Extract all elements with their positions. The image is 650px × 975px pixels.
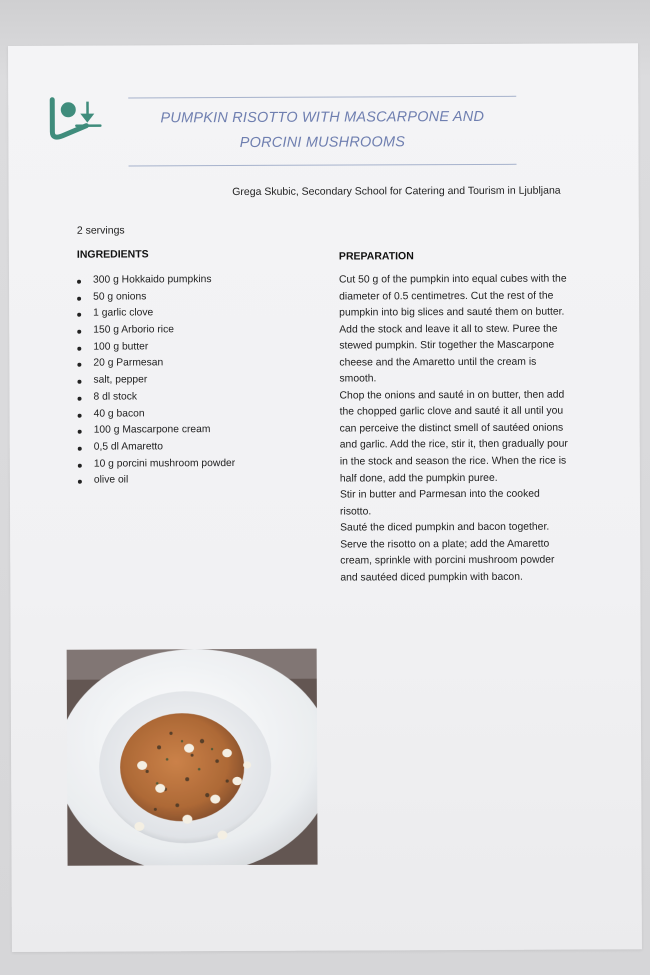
author-line: Grega Skubic, Secondary School for Catering and Tourism in Ljubljana <box>232 184 561 199</box>
ingredient-item: 20 g Parmesan <box>71 355 234 372</box>
preparation-paragraph: Chop the onions and sauté in on butter, then add the chopped garlic clove and sauté it all until you can perceive the distinct smell of sautéed onions and garlic. Add the rice, stir it, then gradually pour in the stock and season the rice. When the rice is half done, add the pumpkin puree. <box>339 389 568 485</box>
preparation-heading: PREPARATION <box>338 250 414 263</box>
preparation-paragraph: Cut 50 g of the pumpkin into equal cubes with the diameter of 0.5 centimetres. Cut the rest of the pumpkin into big slices and sauté them on butter. Add the stock and leave it all to stew. Puree the stewed pumpkin. Stir together the Mascarpone cheese and the Amaretto until the cream is smooth. <box>339 273 567 385</box>
ingredient-item: 10 g porcini mushroom powder <box>72 456 235 473</box>
ingredients-heading: INGREDIENTS <box>76 248 149 261</box>
ingredient-item: 50 g onions <box>71 289 234 306</box>
preparation-paragraph: Stir in butter and Parmesan into the cooked risotto. <box>339 488 540 518</box>
ingredient-item: 0,5 dl Amaretto <box>72 439 235 456</box>
servings-text: 2 servings <box>76 224 125 237</box>
ingredient-item: 150 g Arborio rice <box>71 322 234 339</box>
school-logo-icon <box>46 96 102 146</box>
ingredient-item: 100 g Mascarpone cream <box>72 422 235 439</box>
title-rule-bottom <box>129 164 517 167</box>
recipe-title-line-1: PUMPKIN RISOTTO WITH MASCARPONE AND <box>160 108 485 127</box>
preparation-paragraph: Sauté the diced pumpkin and bacon together. Serve the risotto on a plate; add the Amaretto cream, sprinkle with porcini mushroom powder and sautéed diced pumpkin with bacon. <box>340 521 555 584</box>
recipe-title-line-2: PORCINI MUSHROOMS <box>239 134 406 151</box>
recipe-sheet <box>8 43 642 952</box>
dish-photo <box>67 649 318 866</box>
ingredient-item: olive oil <box>72 472 235 489</box>
ingredient-item: 300 g Hokkaido pumpkins <box>71 272 234 289</box>
recipe-title <box>128 105 516 157</box>
ingredient-item: 40 g bacon <box>72 406 235 423</box>
preparation-text <box>339 272 572 587</box>
ingredients-list <box>71 272 235 490</box>
ingredient-item: 100 g butter <box>71 339 234 356</box>
title-rule-top <box>128 96 516 99</box>
ingredient-item: 1 garlic clove <box>71 305 234 322</box>
ingredient-item: salt, pepper <box>71 372 234 389</box>
ingredient-item: 8 dl stock <box>71 389 234 406</box>
